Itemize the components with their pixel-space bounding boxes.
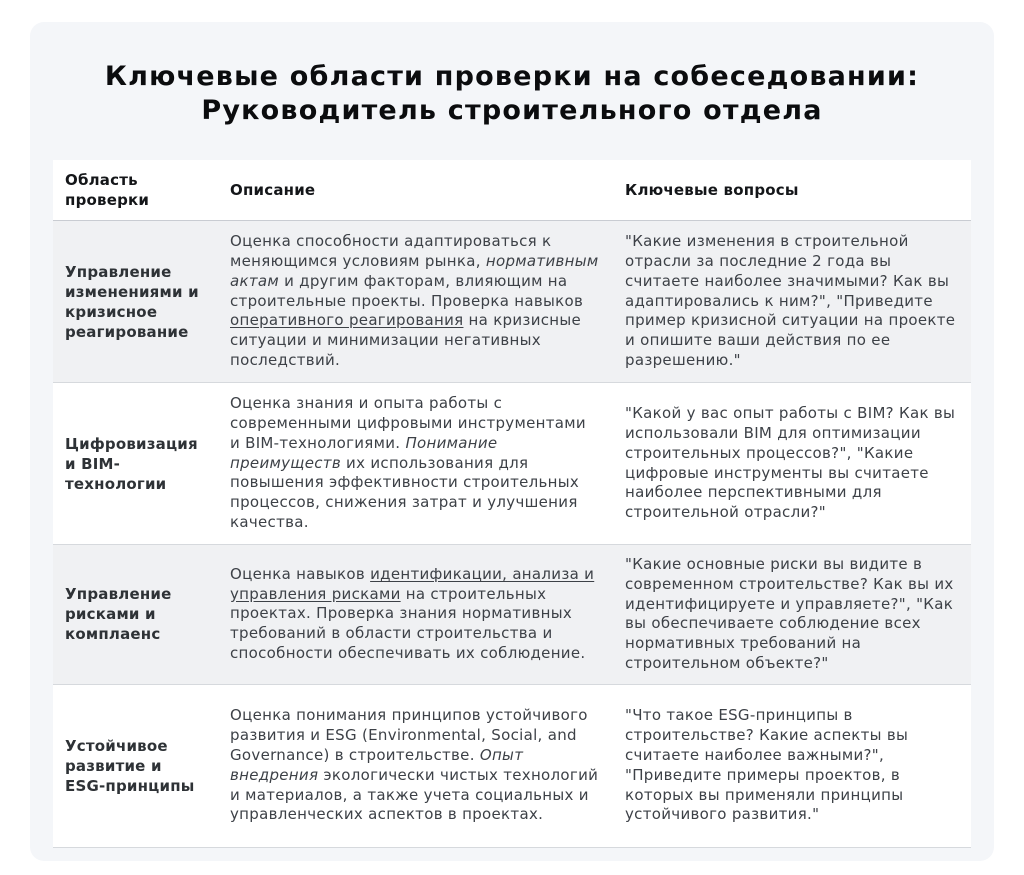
page-title bbox=[30, 22, 994, 128]
area-cell: Цифровизация и BIM-технологии bbox=[65, 434, 198, 493]
table-header-row bbox=[53, 160, 971, 221]
table-row bbox=[53, 221, 971, 383]
area-cell: Управление изменениями и кризисное реагирование bbox=[65, 262, 199, 341]
column-header-area: Область проверки bbox=[65, 171, 150, 209]
interview-table bbox=[53, 160, 971, 848]
page-title-line1: Ключевые области проверки на собеседовании: bbox=[104, 61, 920, 92]
table-row bbox=[53, 545, 971, 685]
table-row bbox=[53, 383, 971, 545]
description-cell: Оценка понимания принципов устойчивого развития и ESG (Environmental, Social, and Governance) в строительстве. Опыт внедрения экологически чистых технологий и материалов, а также учета социальных и управленческих аспектов в проектах. bbox=[230, 706, 599, 824]
area-cell: Устойчивое развитие и ESG-принципы bbox=[65, 736, 195, 795]
column-header-description: Описание bbox=[230, 181, 316, 199]
page-title-line2: Руководитель строительного отдела bbox=[201, 95, 823, 126]
description-cell: Оценка навыков идентификации, анализа и управления рисками на строительных проектах. Проверка знания нормативных требований в области строительства и способности обеспечивать их соблюдение. bbox=[230, 564, 595, 663]
description-cell: Оценка знания и опыта работы с современными цифровыми инструментами и BIM-технологиями. Понимание преимуществ их использования для повышения эффективности строительных процессов, снижения затрат и улучшения качества. bbox=[230, 394, 586, 531]
interview-areas-card bbox=[30, 22, 994, 861]
table-row bbox=[53, 685, 971, 848]
questions-cell: "Какие изменения в строительной отрасли за последние 2 года вы считаете наиболее значимыми? Как вы адаптировались к ним?", "Приведите пример кризисной ситуации на проекте и опишите ваши действия по ее разрешению." bbox=[625, 232, 956, 369]
column-header-questions: Ключевые вопросы bbox=[625, 181, 799, 199]
description-cell: Оценка способности адаптироваться к меняющимся условиям рынка, нормативным актам и другим факторам, влияющим на строительные проекты. Проверка навыков оперативного реагирования на кризисные ситуации и минимизации негативных последствий. bbox=[230, 232, 599, 369]
questions-cell: "Какой у вас опыт работы с BIM? Как вы использовали BIM для оптимизации строительных процессов?", "Какие цифровые инструменты вы считаете наиболее перспективными для строительной отрасли?" bbox=[625, 404, 956, 522]
questions-cell: "Какие основные риски вы видите в современном строительстве? Как вы их идентифицируете и управляете?", "Как вы обеспечиваете соблюдение всех нормативных требований на строительном объекте?" bbox=[625, 555, 954, 672]
area-cell: Управление рисками и комплаенс bbox=[65, 585, 172, 644]
questions-cell: "Что такое ESG-принципы в строительстве? Какие аспекты вы считаете наиболее важными?", "Приведите примеры проектов, в которых вы применяли принципы устойчивого развития." bbox=[625, 706, 909, 824]
